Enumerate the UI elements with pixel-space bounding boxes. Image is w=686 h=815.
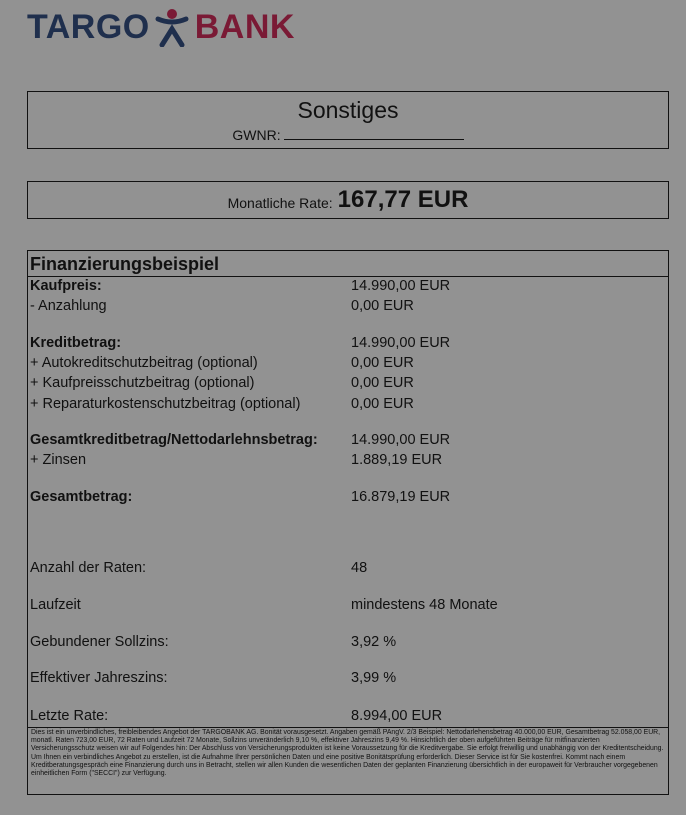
- table-row: [30, 374, 668, 392]
- row-label: + Reparaturkostenschutzbeitrag (optional): [30, 396, 301, 412]
- table-row: [30, 488, 668, 506]
- table-row: [30, 559, 668, 577]
- financing-example-box: [27, 250, 669, 795]
- row-value: 1.889,19 EUR: [351, 452, 443, 468]
- table-row: [30, 669, 668, 687]
- table-row: [30, 707, 668, 725]
- gwnr-field: [28, 127, 668, 143]
- table-row: [30, 451, 668, 469]
- row-value: 0,00 EUR: [351, 375, 414, 391]
- financing-heading: Finanzierungsbeispiel: [28, 251, 668, 277]
- monthly-rate-value: 167,77 EUR: [337, 186, 469, 213]
- row-value: mindestens 48 Monate: [351, 597, 498, 613]
- row-value: 14.990,00 EUR: [351, 335, 451, 351]
- row-value: 3,92 %: [351, 634, 397, 650]
- monthly-rate-label: Monatliche Rate:: [227, 195, 333, 211]
- table-row: [30, 297, 668, 315]
- disclaimer-text: Dies ist ein unverbindliches, freibleibendes Angebot der TARGOBANK AG. Bonität vorausgesetzt. Angaben gemäß PAngV. 2/3 Beispiel: Nettodarlehensbetrag 40.000,00 EUR, Gesamtbetrag 52.058,00 EUR, monatl. Raten 723,00 EUR, 72 Raten und Laufzeit 72 Monate, Sollzins unveränderlich 9,10 %, effektiver Jahreszins 9,49 %. Hinsichtlich der oben aufgeführten Beiträge für mitfinanzierten Versicherungsschutz weisen wir auf Folgendes hin: Der Abschluss von Versicherungsprodukten ist keine Voraussetzung für die Kreditvergabe. Sie erfolgt freiwillig und unabhängig von der Kreditentscheidung. Um Ihnen ein verbindliches Angebot zu erstellen, ist die Aufnahme Ihrer persönlichen Daten und eine positive Bonitätsprüfung erforderlich. Dieser Service ist für Sie kostenfrei. Kommt nach einem Kreditberatungsgespräch eine Finanzierung durch uns in Betracht, stellen wir allen Kunden die wesentlichen Daten der geplanten Finanzierung übersichtlich in der europaweit für Verbraucher vorgegebenen einheitlichen Form ("SECCI") zur Verfügung.: [28, 727, 668, 794]
- row-value: 3,99 %: [351, 670, 397, 686]
- row-label: Gesamtkreditbetrag/Nettodarlehnsbetrag:: [30, 432, 318, 448]
- row-label: + Autokreditschutzbeitrag (optional): [30, 355, 258, 371]
- gwnr-label: GWNR:: [232, 127, 281, 143]
- row-value: 16.879,19 EUR: [351, 489, 451, 505]
- row-label: Laufzeit: [30, 597, 81, 613]
- row-value: 8.994,00 EUR: [351, 708, 443, 724]
- page-title: Sonstiges: [297, 97, 399, 123]
- gwnr-blank-line: [284, 127, 464, 140]
- row-label: Kreditbetrag:: [30, 335, 122, 351]
- row-label: - Anzahlung: [30, 298, 107, 314]
- row-value: 14.990,00 EUR: [351, 278, 451, 294]
- table-row: [30, 431, 668, 449]
- logo-word-bank: BANK: [194, 7, 295, 46]
- row-value: 0,00 EUR: [351, 396, 414, 412]
- row-label: Anzahl der Raten:: [30, 560, 147, 576]
- row-label: Gebundener Sollzins:: [30, 634, 169, 650]
- row-label: Effektiver Jahreszins:: [30, 670, 168, 686]
- row-label: Kaufpreis:: [30, 278, 102, 294]
- table-row: [30, 395, 668, 413]
- table-row: [30, 354, 668, 372]
- table-row: [30, 633, 668, 651]
- title-box: [27, 91, 669, 149]
- row-label: + Kaufpreisschutzbeitrag (optional): [30, 375, 255, 391]
- targobank-x-icon: [154, 7, 190, 47]
- table-row: [30, 334, 668, 352]
- row-value: 14.990,00 EUR: [351, 432, 451, 448]
- row-value: 0,00 EUR: [351, 298, 414, 314]
- row-label: + Zinsen: [30, 452, 87, 468]
- row-label: Letzte Rate:: [30, 708, 109, 724]
- row-label: Gesamtbetrag:: [30, 489, 133, 505]
- logo-word-targo: TARGO: [27, 7, 150, 46]
- row-value: 48: [351, 560, 368, 576]
- targobank-logo: [27, 6, 295, 48]
- table-row: [30, 277, 668, 295]
- row-value: 0,00 EUR: [351, 355, 414, 371]
- table-row: [30, 596, 668, 614]
- monthly-rate-box: [27, 181, 669, 219]
